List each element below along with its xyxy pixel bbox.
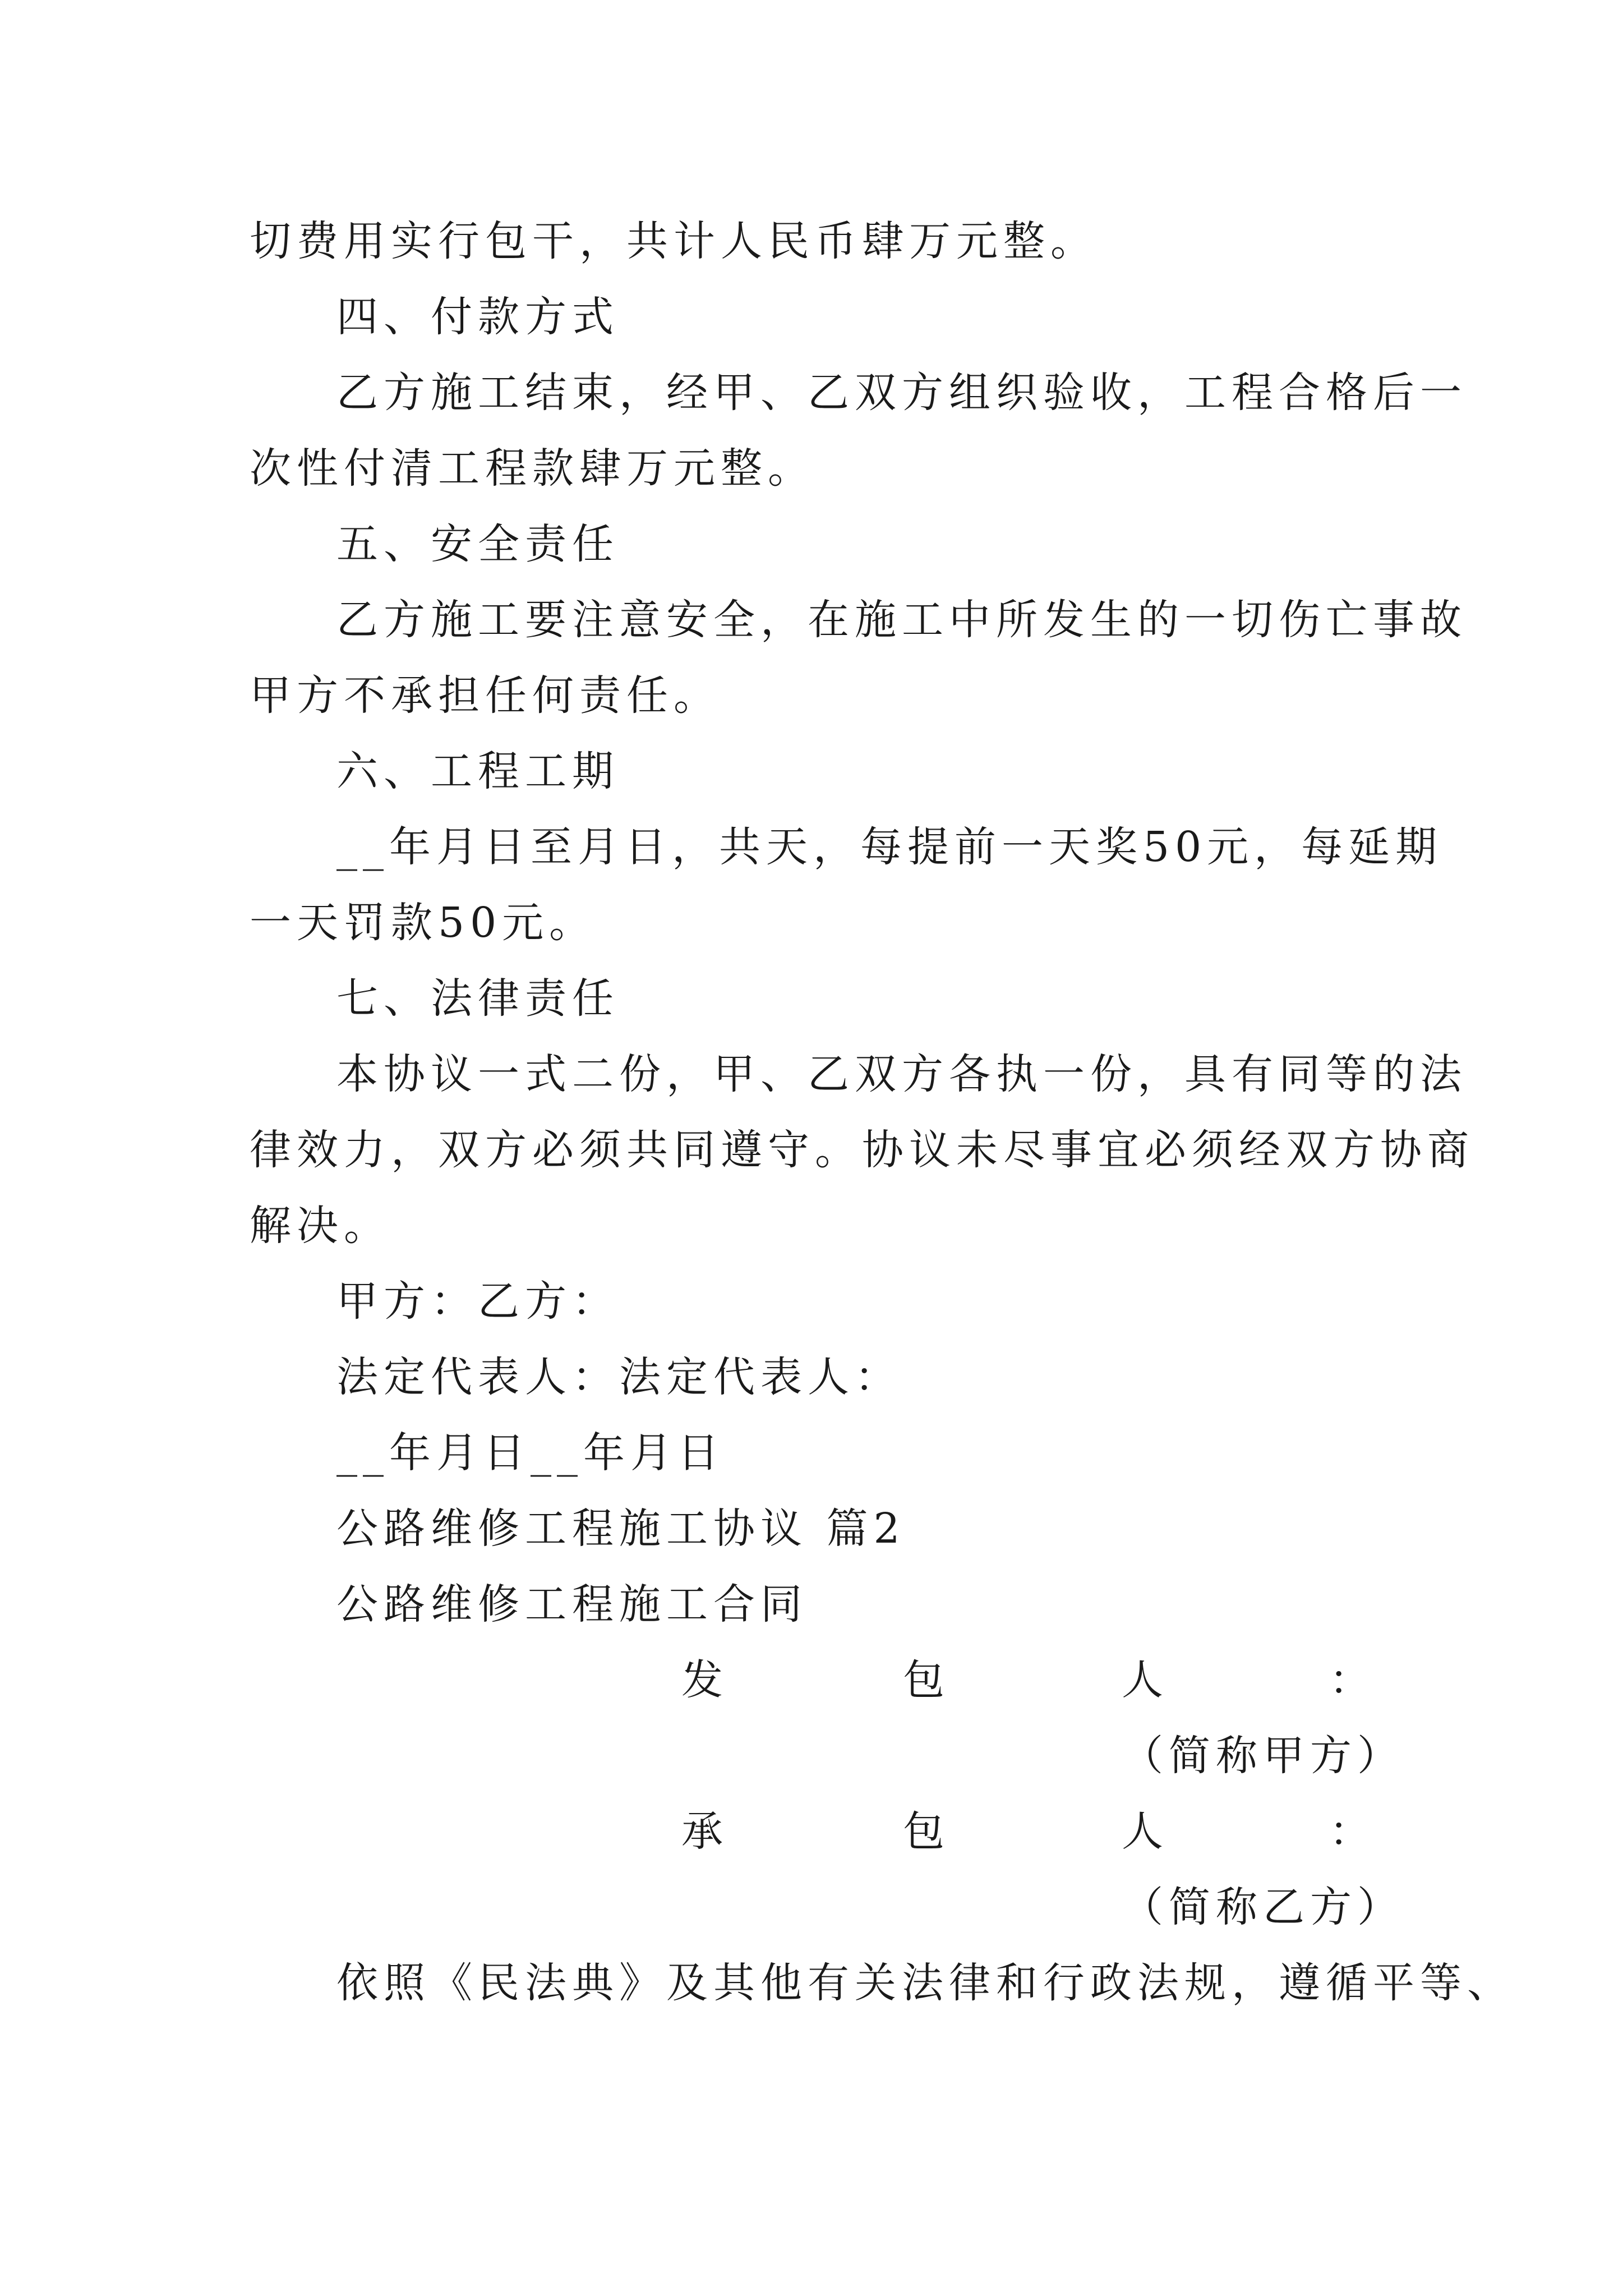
contractor-label-char-1: 发: [681, 1656, 723, 1704]
contractor-short-name: （简称甲方）: [1122, 1732, 1404, 1780]
contractor-label-char-2: 包: [903, 1656, 944, 1704]
body-line-3: 乙方施工结束，经甲、乙双方组织验收，工程合格后一: [336, 369, 1467, 417]
section-heading-legal: 七、法律责任: [336, 974, 619, 1023]
body-line-1: 切费用实行包干，共计人民币肆万元整。: [250, 217, 1098, 265]
signature-dates: __年月日__年月日: [336, 1429, 725, 1477]
contractee-short-name: （简称乙方）: [1122, 1883, 1404, 1931]
signature-representatives: 法定代表人：法定代表人：: [336, 1353, 902, 1401]
body-line-13: 律效力，双方必须共同遵守。协议未尽事宜必须经双方协商: [250, 1126, 1474, 1174]
body-line-6: 乙方施工要注意安全，在施工中所发生的一切伤亡事故: [336, 596, 1467, 644]
body-line-10: 一天罚款50元。: [250, 899, 597, 947]
contractor-label-char-3: 人: [1122, 1656, 1163, 1704]
contractee-label-colon: ：: [1329, 1807, 1371, 1856]
contract-title: 公路维修工程施工合同: [336, 1580, 808, 1628]
body-line-9: __年月日至月日，共天，每提前一天奖50元，每延期: [336, 823, 1443, 871]
body-line-14: 解决。: [250, 1202, 391, 1250]
contractor-label-colon: ：: [1329, 1656, 1371, 1704]
body-line-12: 本协议一式二份，甲、乙双方各执一份，具有同等的法: [336, 1050, 1467, 1098]
body-line-last: 依照《民法典》及其他有关法律和行政法规，遵循平等、: [336, 1959, 1514, 2007]
section-heading-schedule: 六、工程工期: [336, 747, 619, 795]
contractee-label-char-1: 承: [681, 1807, 723, 1856]
section-title-part2: 公路维修工程施工协议 篇2: [336, 1504, 906, 1553]
body-line-7: 甲方不承担任何责任。: [250, 671, 721, 720]
signature-parties: 甲方：乙方：: [336, 1277, 619, 1326]
contractee-label-char-3: 人: [1122, 1807, 1163, 1856]
section-heading-safety: 五、安全责任: [336, 520, 619, 568]
section-heading-payment: 四、付款方式: [336, 293, 619, 341]
body-line-4: 次性付清工程款肆万元整。: [250, 444, 815, 493]
contractee-label-char-2: 包: [903, 1807, 944, 1856]
